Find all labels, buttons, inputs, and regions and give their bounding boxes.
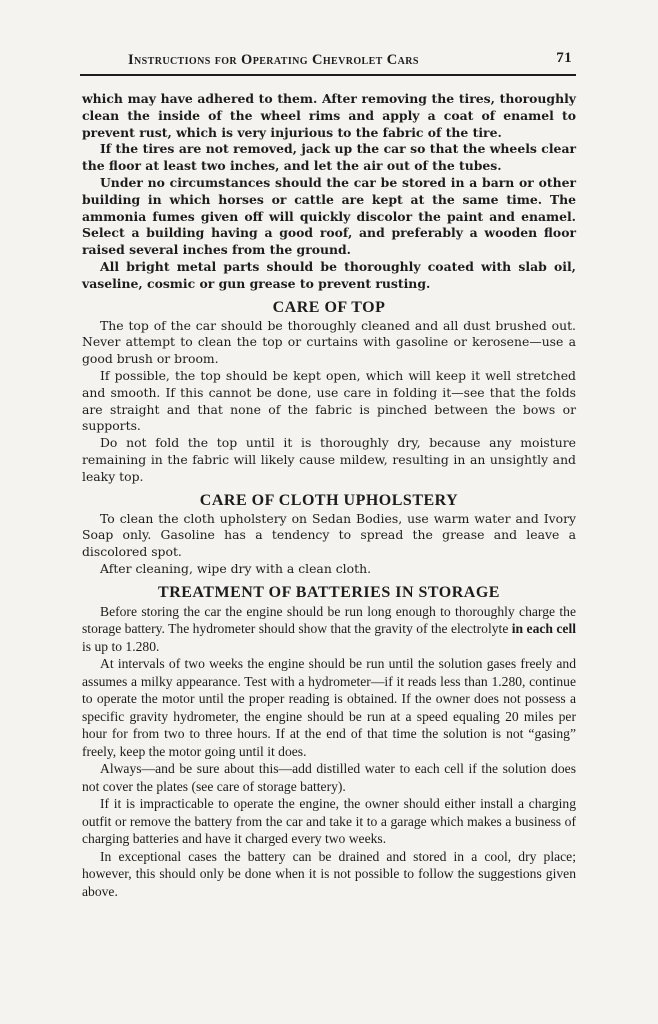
section-storage-continued (82, 91, 576, 293)
paragraph-text: is up to 1.280. (82, 638, 160, 654)
running-title: Instructions for Operating Chevrolet Cars (128, 52, 419, 68)
paragraph: Do not fold the top until it is thoroughly dry, because any moisture remaining in the fabric will likely cause mildew, resulting in an unsightly and leaky top. (82, 435, 576, 484)
section-care-of-top (82, 298, 576, 486)
paragraph (82, 603, 576, 656)
paragraph: which may have adhered to them. After removing the tires, thoroughly clean the inside of the wheel rims and apply a coat of enamel to prevent rust, which is very injurious to the fabric of the tire. (82, 91, 576, 140)
paragraph: Under no circumstances should the car be stored in a barn or other building in which horses or cattle are kept at the same time. The ammonia fumes given off will quickly discolor the paint and enamel. Select a building having a good roof, and preferably a wooden floor raised several inches from the ground. (82, 174, 576, 258)
paragraph: If it is impracticable to operate the engine, the owner should either install a charging outfit or remove the battery from the car and take it to a garage which makes a business of charging batteries and have it charged every two weeks. (82, 796, 576, 847)
paragraph: At intervals of two weeks the engine should be run until the solution gases freely and assumes a milky appearance. Test with a hydrometer—if it reads less than 1.280, continue to operate the motor until the proper reading is obtained. If the owner does not possess a specific gravity hydrometer, the engine should be run at a speed equaling 20 miles per hour for from two to three hours. If at the end of that time the solution is not “gasing” freely, keep the motor going until it does. (82, 656, 576, 759)
paragraph: The top of the car should be thoroughly cleaned and all dust brushed out. Never attempt to clean the top or curtains with gasoline or kerosene—use a good brush or broom. (82, 317, 576, 367)
paragraph: After cleaning, wipe dry with a clean cloth. (100, 560, 372, 576)
paragraph: All bright metal parts should be thoroughly coated with slab oil, vaseline, cosmic or gun grease to prevent rusting. (82, 258, 576, 291)
section-care-of-cloth-upholstery (82, 491, 576, 578)
paragraph-text: Before storing the car the engine should be run long enough to thoroughly charge the storage battery. The hydrometer should show that the gravity of the electrolyte (82, 603, 576, 637)
page-body (82, 91, 576, 900)
paragraph: If possible, the top should be kept open, which will keep it well stretched and smooth. If this cannot be done, use care in folding it—see that the folds are straight and that none of the fabric is pinched between the bows or supports. (82, 367, 576, 434)
section-batteries-in-storage (82, 583, 576, 901)
section-heading: TREATMENT OF BATTERIES IN STORAGE (158, 583, 500, 601)
section-heading: CARE OF CLOTH UPHOLSTERY (199, 491, 459, 509)
running-header (80, 48, 576, 76)
section-heading: CARE OF TOP (272, 298, 386, 316)
paragraph: Always—and be sure about this—add distilled water to each cell if the solution does not cover the plates (see care of storage battery). (82, 761, 576, 794)
paragraph: If the tires are not removed, jack up the car so that the wheels clear the floor at least two inches, and let the air out of the tubes. (82, 141, 576, 174)
paragraph: To clean the cloth upholstery on Sedan Bodies, use warm water and Ivory Soap only. Gasoline has a tendency to spread the grease and leave a discolored spot. (82, 510, 576, 560)
paragraph: In exceptional cases the battery can be drained and stored in a cool, dry place; however, this should only be done when it is not possible to follow the suggestions given above. (82, 848, 576, 899)
page-number: 71 (556, 50, 572, 66)
emphasis-text: in each cell (511, 621, 576, 637)
